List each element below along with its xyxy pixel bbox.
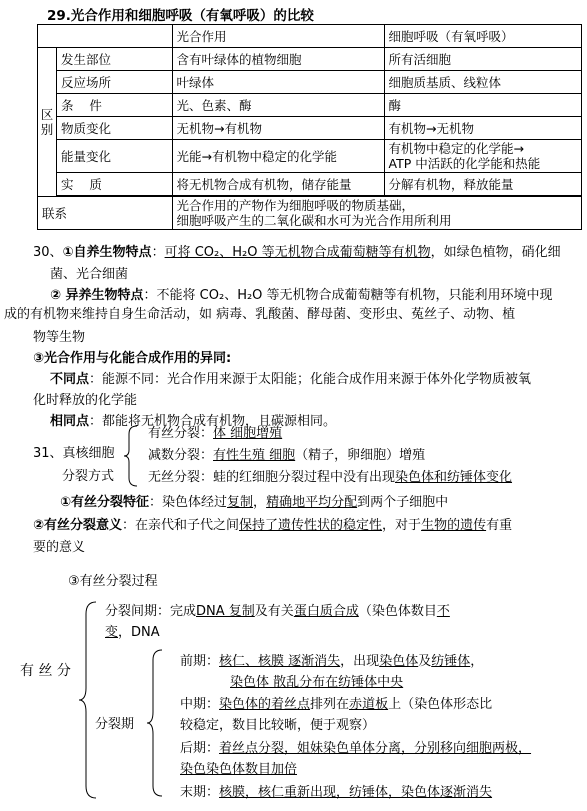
interphase-line: [105, 600, 450, 619]
group-label: 区别: [40, 107, 54, 137]
telophase-label: 末期: [180, 785, 207, 800]
s31-feature-head: ①有丝分裂特征: [60, 495, 150, 510]
s30-diff-head: 不同点: [50, 372, 90, 387]
cell-line: 细胞呼吸产生的二氧化碳和水可为光合作用所利用: [176, 213, 452, 228]
table-cell: 酶: [384, 94, 582, 117]
row-label: 能量变化: [57, 140, 173, 173]
s31-amitosis-value: 染色体和纺锤体变化: [395, 470, 513, 485]
anaphase-line: [180, 737, 531, 756]
s30-same-head: 相同点: [50, 414, 90, 429]
table-cell: 所有活细胞: [384, 48, 582, 71]
interphase-text: 及有关: [254, 604, 294, 619]
prophase-line: [180, 650, 483, 669]
s30-same-text: ：都能将无机物合成有机物，且碳源相同。: [89, 414, 337, 429]
s30-p1-underlined: 可将 CO₂、H₂O 等无机物合成葡萄糖等有机物: [164, 245, 431, 260]
telophase-text: ：: [206, 785, 220, 800]
row-label: 发生部位: [57, 48, 173, 71]
interphase-text: （染色体数目: [358, 604, 437, 619]
s31-feature: [60, 491, 448, 510]
prophase-text: ，: [470, 654, 484, 669]
table-cell: 叶绿体: [172, 71, 384, 94]
s31-mitosis: [148, 422, 282, 441]
cell-line: 光合作用的产物作为细胞呼吸的物质基础，: [176, 198, 415, 213]
anaphase-text: ：: [206, 741, 220, 756]
table-header-row: [38, 25, 582, 48]
interphase-text: ：完成: [157, 604, 197, 619]
s31-mitosis-value: 体 细胞增殖: [213, 426, 283, 441]
interphase-ul: 变: [105, 625, 119, 640]
prophase-ul: 纺锤体: [431, 654, 471, 669]
table-corner-cell: [38, 25, 173, 48]
metaphase-line2: 较稳定，数目比较晰，便于观察）: [180, 718, 376, 733]
telophase-line: [180, 781, 492, 800]
s31-feature-ul2: 精确地平均分配: [266, 495, 358, 510]
prophase-text: ：: [206, 654, 220, 669]
table-cell: 分解有机物，释放能量: [384, 173, 582, 196]
s30-colon: ：: [151, 245, 165, 260]
s30-p1-tail: ，如绿色植物，硝化细: [430, 245, 561, 260]
s30-diff-text: ：能源不同：光合作用来源于太阳能；化能合成作用来源于体外化学物质被氧: [89, 372, 532, 387]
table-header-cell: 光合作用: [172, 25, 384, 48]
s30-line5: 物等生物: [33, 330, 86, 345]
s30-line1: [33, 241, 561, 260]
prophase-text: ，出现: [340, 654, 380, 669]
cell-line: 有机物中稳定的化学能→: [388, 141, 524, 156]
table-row-link: [38, 197, 582, 230]
telophase-ul: 核膜，核仁重新出现，纺锤体，染色体逐渐消失: [219, 785, 493, 800]
s30-line2: 菌、光合细菌: [50, 267, 129, 282]
table-row: [38, 94, 582, 117]
row-label: 反应场所: [57, 71, 173, 94]
table-cell: [172, 197, 582, 230]
prophase-line2: 染色体 散乱分布在纺锤体中央: [230, 675, 404, 690]
table-cell: 有机物→无机物: [384, 117, 582, 140]
s31-significance-mid: ，对于: [382, 518, 422, 533]
s30-line4: 成的有机物来维持自身生命活动，如 病毒、乳酸菌、酵母菌、变形虫、菟丝子、动物、植: [4, 307, 516, 322]
row-label: 实 质: [57, 173, 173, 196]
s31-significance: [33, 514, 512, 533]
s31-meiosis-label: 减数分裂：: [148, 448, 214, 463]
cell-line: ATP 中活跃的化学能和热能: [388, 156, 541, 171]
s31-amitosis-label: 无丝分裂：蛙的红细胞分裂过程中没有出现: [148, 470, 396, 485]
table-cell: [384, 140, 582, 173]
mitotic-brace-icon: [146, 648, 164, 798]
row-label: 条 件: [57, 94, 173, 117]
s31-significance-text: ：在亲代和子代之间: [122, 518, 240, 533]
s31-label: 分裂方式: [62, 469, 115, 484]
s31-significance-tail: 有重: [486, 518, 513, 533]
prophase-text: 及: [418, 654, 432, 669]
s31-feature-tail: 到两个子细胞中: [357, 495, 449, 510]
table-header-cell: 细胞呼吸（有氧呼吸）: [384, 25, 582, 48]
interphase-ul: 不: [436, 604, 450, 619]
s31-meiosis: [148, 444, 425, 463]
prophase-ul: 染色体: [379, 654, 419, 669]
s31-amitosis: [148, 466, 512, 485]
s31-significance-ul: 保持了遗传性状的稳定性: [239, 518, 383, 533]
metaphase-text: 上（染色体形态比: [388, 697, 493, 712]
metaphase-line: [180, 693, 492, 712]
s30-line3: [50, 284, 553, 303]
interphase-text: ，DNA: [118, 625, 160, 640]
anaphase-ul: 着丝点分裂，姐妹染色单体分离，分别移向细胞两极，: [219, 741, 532, 756]
metaphase-text: 排列在: [310, 697, 350, 712]
metaphase-text: ：: [206, 697, 220, 712]
s31-brace-icon: [123, 424, 139, 488]
table-row: [38, 71, 582, 94]
table-cell: 将无机物合成有机物，储存能量: [172, 173, 384, 196]
s31-mitosis-label: 有丝分裂：: [148, 426, 214, 441]
s31-meiosis-value: 有性生殖 细胞: [213, 448, 296, 463]
s30-diff-line: [50, 368, 531, 387]
anaphase-line2: 染色染色体数目加倍: [180, 762, 298, 777]
s31-meiosis-tail: （精子，卵细胞）增殖: [295, 448, 426, 463]
interphase-ul: 蛋白质合成: [293, 604, 359, 619]
table-cell: 光、色素、酶: [172, 94, 384, 117]
s30-diff-line2: 化时释放的化学能: [33, 393, 138, 408]
interphase-line2: [105, 621, 160, 640]
s30-p2-head: ② 异养生物特点: [50, 288, 144, 303]
mitotic-label: 分裂期: [95, 717, 135, 732]
row-label: 联系: [38, 197, 173, 230]
group-label-cell: [38, 48, 57, 197]
table-cell: 无机物→有机物: [172, 117, 384, 140]
s31-feature-ul1: 复制: [227, 495, 254, 510]
process-brace-icon: [78, 600, 98, 800]
interphase-ul: DNA 复制: [196, 604, 255, 619]
page-title: 29.光合作用和细胞呼吸（有氧呼吸）的比较: [47, 8, 314, 24]
row-label: 物质变化: [57, 117, 173, 140]
anaphase-label: 后期: [180, 741, 207, 756]
prophase-label: 前期: [180, 654, 207, 669]
table-row: [38, 140, 582, 173]
s31-feature-text: ：染色体经过: [149, 495, 228, 510]
comparison-table: [37, 24, 582, 230]
s31-number: 31、真核细胞: [33, 446, 115, 461]
process-root: 有 丝 分: [20, 663, 71, 679]
s31-process-head: ③有丝分裂过程: [68, 574, 158, 589]
metaphase-ul: 赤道板: [349, 697, 389, 712]
s31-significance-ul2: 生物的遗传: [421, 518, 487, 533]
s30-number: 30、: [33, 245, 63, 260]
s31-feature-mid: ，: [253, 495, 267, 510]
table-cell: 光能→有机物中稳定的化学能: [172, 140, 384, 173]
interphase-label: 分裂间期: [105, 604, 158, 619]
s30-p3-head: ③光合作用与化能合成作用的异同:: [33, 351, 232, 366]
table-cell: 含有叶绿体的植物细胞: [172, 48, 384, 71]
prophase-ul: 核仁、核膜 逐渐消失: [219, 654, 341, 669]
metaphase-label: 中期: [180, 697, 207, 712]
s30-p2-text: ：不能将 CO₂、H₂O 等无机物合成葡萄糖等有机物，只能利用环境中现: [143, 288, 553, 303]
table-row: [38, 173, 582, 196]
metaphase-ul: 染色体的着丝点: [219, 697, 311, 712]
s30-p1-head: ①自养生物特点: [62, 245, 152, 260]
s31-significance-head: ②有丝分裂意义: [33, 518, 123, 533]
s31-significance-line2: 要的意义: [33, 540, 86, 555]
table-row: [38, 117, 582, 140]
table-cell: 细胞质基质、线粒体: [384, 71, 582, 94]
table-row: [38, 48, 582, 71]
